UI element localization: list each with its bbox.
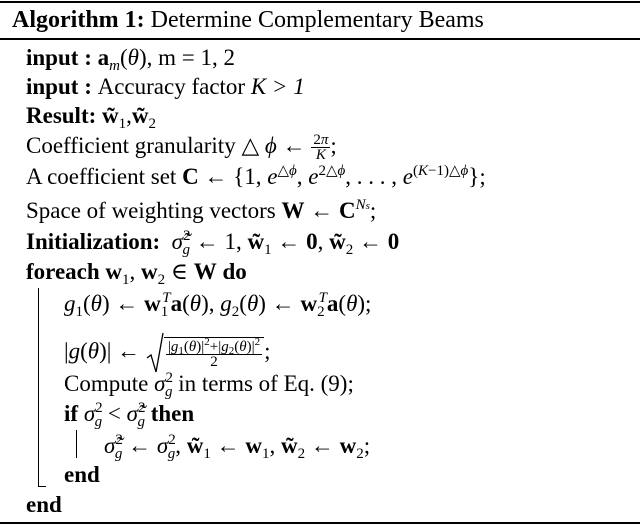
update-line: σ̃$^2_g$ ← $\sigma^2_g$, $w̃_1$ ← $w_1$, $w̃_2$ ← $w_2$; [104,432,371,462]
end-foreach-line [26,491,62,519]
result-keyword: Result: [26,103,97,128]
input-keyword: input [26,45,79,70]
foreach-body-bar [38,288,39,486]
result-line: Result: $w̃_1,w̃_2$ [26,103,157,132]
end-foreach-keyword: end [26,492,62,517]
space-text: Space of weighting vectors [26,198,276,223]
foreach-line: foreach $w_1$, $w_2$ ∈ W do [26,259,247,288]
coef-set-line: A coefficient set C ← {1, $e^{\triangle\phi}$, $e^{2\triangle\phi}$, . . . , $e^{(K-1)\triangle\phi}$}; [26,163,486,189]
bottom-rule [0,522,640,524]
initialization-line: Initialization: σ̃$^2_g$ ← 1, $w̃_1$ ← 0, $w̃_2$ ← 0 [26,228,400,258]
caption-rule [0,38,640,40]
input-line-2: input : Accuracy factor K > 1 [26,74,305,99]
coef-set-text: A coefficient set [26,164,177,189]
if-body-bar [76,430,77,458]
compute-line: Compute $\sigma^2_g$ in terms of Eq. (9); [64,370,354,400]
algorithm-caption [12,5,484,35]
foreach-body-tick [38,486,46,487]
algorithm-title: Determine Complementary Beams [150,7,484,33]
sqrt-expression: $\frac{|g_1(\theta)|^2+|g_2(\theta)|^2}{2}$ [146,332,264,374]
if-line: if $\sigma^2_g$ < σ̃$^2_g$ then [64,400,195,430]
end-if-keyword: end [64,462,100,487]
if-keyword: if [64,401,79,426]
init-keyword: Initialization: [26,229,161,254]
coef-granularity-line: Coefficient granularity △ ϕ ← $\frac{2\pi}{K}$ ; [26,132,337,164]
input-line-1: input : $a_m(\theta)$, m = 1, 2 [26,45,235,74]
input-keyword-2: input [26,74,79,99]
input2-math: K > 1 [250,74,305,99]
top-rule [0,1,640,3]
input2-text: Accuracy factor [97,74,246,99]
input1-rest: , m = 1, 2 [146,45,235,70]
gain-line: $g_1(\theta)$ ← $w_1^Ta(\theta)$, $g_2(\theta)$ ← $w_2^Ta(\theta)$; [64,290,372,320]
end-if-line [64,461,100,489]
compute-rest: in terms of Eq. (9); [178,371,354,396]
do-keyword: do [222,259,247,284]
algorithm-label: Algorithm 1: [12,7,145,33]
compute-text: Compute [64,371,149,396]
foreach-keyword: foreach [26,259,100,284]
then-keyword: then [150,401,195,426]
coef-gran-text: Coefficient granularity [26,133,236,158]
magnitude-line: |g(θ)| ← $\frac{|g_1(\theta)|^2+|g_2(\theta)|^2}{2}$ ; [64,332,270,374]
space-line: Space of weighting vectors W ← $C^{Ns}$; [26,197,377,223]
